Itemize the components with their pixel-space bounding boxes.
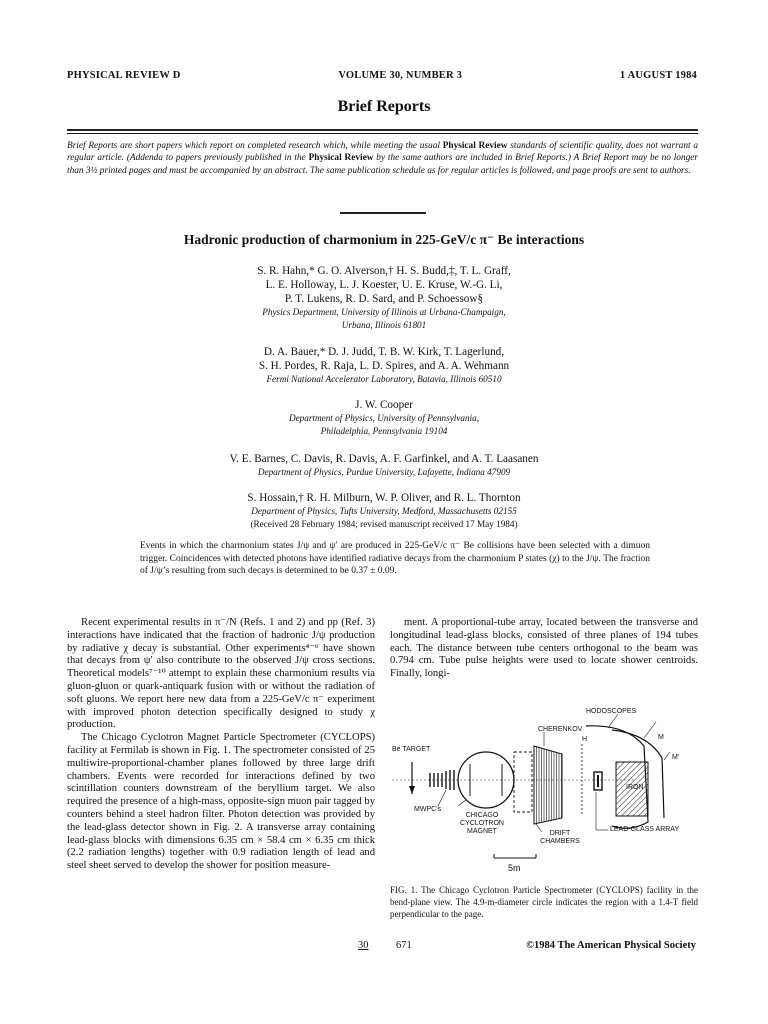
- label-be-target: Be TARGET: [392, 746, 431, 753]
- body-column-left: [67, 617, 375, 873]
- author-group-3: [0, 398, 768, 437]
- label-mwpc: MWPC’s: [414, 806, 442, 813]
- mwpc-planes: [430, 770, 454, 790]
- label-m: M: [658, 734, 664, 741]
- author-list: J. W. Cooper: [355, 399, 413, 411]
- author-list: S. R. Hahn,* G. O. Alverson,† H. S. Budd,‡, T. L. Graff, L. E. Holloway, L. J. Koester, U. E. Kruse, W.-G. Li, P. T. Lukens, R. D. Sard, and P. Schoessow§: [257, 265, 511, 305]
- article-title: Hadronic production of charmonium in 225-GeV/c π⁻ Be interactions: [183, 232, 585, 247]
- label-drift-chambers: DRIFT CHAMBERS: [540, 830, 580, 845]
- body-paragraph: Recent experimental results in π⁻/N (Refs. 1 and 2) and pp (Ref. 3) interactions have indicated that the fraction of hadronic J/ψ production by radiative χ decay is substantial. Other experiments⁴⁻⁶ have shown that decays from ψ′ also contribute to the observed J/ψ cross sections. Theoretical models⁷⁻¹⁰ attempt to explain these charmonium results via gluon-gluon or quark-antiquark fusion with or without the radiation of soft gluons. We report here new data from a 225-GeV/c π⁻ experiment with improved photon detection specifically designed to study χ production.: [67, 617, 375, 731]
- author-group-4: [0, 452, 768, 479]
- affiliation: Department of Physics, University of Pennsylvania, Philadelphia, Pennsylvania 19104: [288, 413, 480, 436]
- abstract: Events in which the charmonium states J/ψ and ψ′ are produced in 225-GeV/c π⁻ Be collisions have been selected with a dimuon trigger. Coincidences with detected photons have identified radiative decays from the charmonium P states (χ) to the J/ψ. The fraction of J/ψ’s resulting from such decays is determined to be 0.37 ± 0.09.: [140, 541, 650, 577]
- received-dates: (Received 28 February 1984; revised manuscript received 17 May 1984): [250, 518, 518, 529]
- page-footer: [0, 940, 768, 956]
- title-separator-rule: [340, 212, 426, 214]
- label-scale: 5m: [508, 863, 521, 873]
- label-magnet: CHICAGO CYCLOTRON MAGNET: [460, 812, 504, 835]
- affiliation: Physics Department, University of Illinois at Urbana-Champaign, Urbana, Illinois 61801: [262, 307, 506, 330]
- volume-number: VOLUME 30, NUMBER 3: [338, 70, 463, 81]
- affiliation: Department of Physics, Tufts University, Medford, Massachusetts 02155: [251, 506, 517, 516]
- target-arrow-icon: [409, 786, 415, 794]
- cherenkov-counter: [514, 752, 532, 812]
- issue-date: 1 AUGUST 1984: [619, 70, 697, 81]
- label-hodoscopes: HODOSCOPES: [586, 708, 637, 715]
- footer-volume: 30: [358, 940, 369, 951]
- author-list: S. Hossain,† R. H. Milburn, W. P. Oliver, and R. L. Thornton: [247, 492, 521, 504]
- label-lead-glass-array: LEAD-GLASS ARRAY: [610, 826, 680, 833]
- author-list: V. E. Barnes, C. Davis, R. Davis, A. F. Garfinkel, and A. T. Laasanen: [229, 453, 539, 465]
- affiliation: Department of Physics, Purdue University, Lafayette, Indiana 47909: [257, 467, 511, 477]
- header-rule: [67, 129, 698, 131]
- copyright: ©1984 The American Physical Society: [526, 940, 696, 951]
- body-paragraph: ment. A proportional-tube array, located between the transverse and longitudinal lead-glass blocks, consisted of three planes of 194 tubes each. The distance between tube centers orthogonal to the beam was 0.794 cm. Tube pulse heights were used to locate shower centroids. Finally, longi-: [390, 617, 698, 680]
- header-rule-thin: [67, 133, 698, 134]
- author-group-1: [0, 264, 768, 331]
- affiliation: Fermi National Accelerator Laboratory, Batavia, Illinois 60510: [266, 374, 502, 384]
- figure-1-caption: FIG. 1. The Chicago Cyclotron Particle Spectrometer (CYCLOPS) facility in the bend-plane view. The 4.9-m-diameter circle indicates the region with a 1.4-T field perpendicular to the page.: [390, 885, 698, 919]
- page-number: 671: [396, 940, 412, 951]
- drift-chambers: [534, 746, 562, 824]
- journal-name: PHYSICAL REVIEW D: [67, 70, 181, 81]
- brief-reports-notice: Brief Reports are short papers which report on completed research which, while meeting the usual Physical Review standards of scientific quality, does not warrant a regular article. (Addenda to papers previously published in the Physical Review by the same authors are included in Brief Reports.) A Brief Report may be no longer than 3½ printed pages and must be accompanied by an abstract. The same publication schedule as for regular articles is followed, and page proofs are sent to authors.: [67, 141, 698, 176]
- section-title: Brief Reports: [337, 98, 431, 115]
- label-cherenkov: CHERENKOV: [538, 726, 583, 733]
- label-iron: IRON: [626, 784, 644, 791]
- author-group-5: [0, 491, 768, 530]
- body-column-right: [390, 617, 698, 681]
- author-list: D. A. Bauer,* D. J. Judd, T. B. W. Kirk, T. Lagerlund, S. H. Pordes, R. Raja, L. D. Spires, and A. A. Wehmann: [258, 346, 510, 372]
- label-h: H: [582, 736, 588, 743]
- author-group-2: [0, 345, 768, 386]
- body-paragraph: The Chicago Cyclotron Magnet Particle Spectrometer (CYCLOPS) facility at Fermilab is shown in Fig. 1. The spectrometer consisted of 25 multiwire-proportional-chamber planes followed by three large drift chambers. Events were recorded for interactions defined by two scintillation counters downstream of the beryllium target. We also required the presence of a high-mass, opposite-sign muon pair tagged by counters behind a steel hadron filter. Photon detection was provided by the lead-glass detector shown in Fig. 2. A transverse array containing lead-glass blocks with dimensions 6.35 cm × 58.4 cm × 6.35 cm thick (2.2 radiation lengths) together with 0.9 radiation length of lead and steel sheet served to develop the shower for position measure-: [67, 732, 376, 872]
- running-header: [67, 70, 697, 81]
- figure-1-spectrometer-diagram: [386, 706, 702, 884]
- label-m-prime: M′: [672, 754, 680, 761]
